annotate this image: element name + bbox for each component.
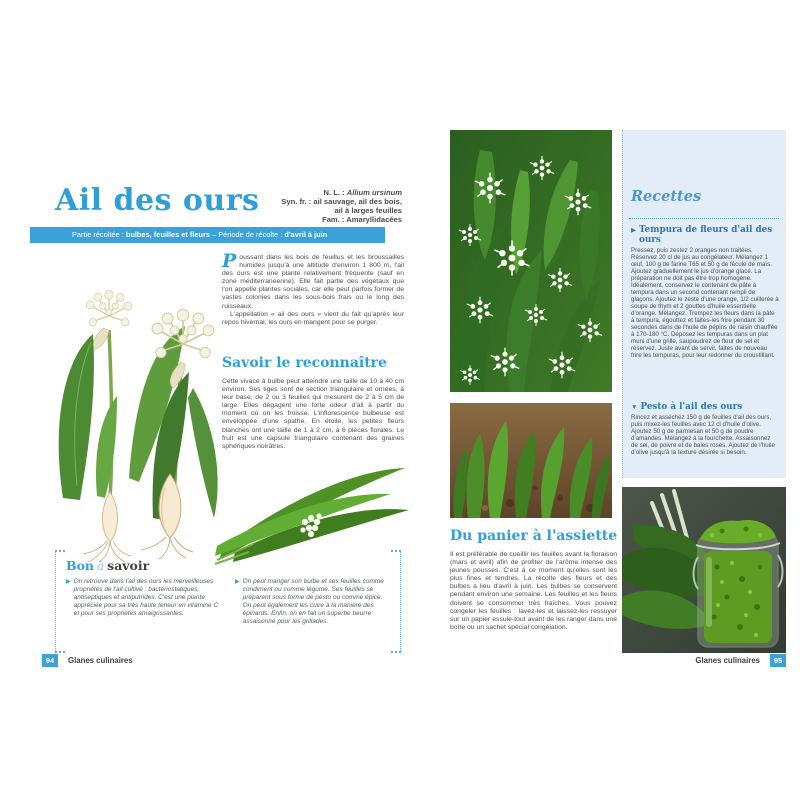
- taxonomy-synonyms: Syn. fr. : ail sauvage, ail des bois,: [281, 197, 402, 206]
- recipe-body: Pressez, puis zestez 2 oranges non traitées. Réservez 20 cl de jus au congélateur. Mélangez 1 œuf, 100 g de farine T65 et 50 g de fécule de maïs. Ajoutez graduellement le jus d'orange glacé. La préparation ne doit pas être trop homogène. Idéalement, conservez le contenant de pâte à tempura dans un second contenant rempli de glaçons. Ajoutez le zeste d'une orange, 1/2 cuillerée à soupe de thym et 2 gouttes d'huile essentielle d'orange. Mélangez. Trempez les fleurs dans la pâte à tempura, égouttez et faites-les frire pendant 30 secondes dans de l'huile de pépins de raisin chauffée à 170-180 °C. Déposez les tempuras dans un plat muni d'une grille, saupoudrez de fleur de sel et réservez. Juste avant de servir, faites de nouveau frire les tempuras, pour leur redonner du croustillant.: [631, 247, 779, 359]
- section-label: Glanes culinaires: [68, 656, 133, 665]
- intro-paragraph-1: Poussant dans les bois de feuillus et les broussailles humides jusqu'à une altitude d'environ 1 800 m, l'ail des ours est une plante relativement fréquente (sauf en zone méditerranéenne). Elle fait partie des végétaux que l'on appelle plantes sociales, car elle peut parfois former de vastes colonies dans les sous-bois frais ou le long des ruisseaux.: [222, 250, 404, 310]
- page-title: Ail des ours: [55, 183, 260, 218]
- recipe-title: Tempura de fleurs d'ail des ours: [639, 225, 773, 245]
- taxonomy-family: Fam. : Amaryllidacées: [322, 215, 402, 224]
- taxonomy-synonyms-2: ail à larges feuilles: [334, 206, 402, 215]
- recipe-body: Rincez et asséchez 150 g de feuilles d'ail des ours, puis mixez-les feuilles avec 12 cl d'huile d'olive. Ajoutez 50 g de parmesan et 50 g de poudre d'amandes. Mélangez à la fourchette. Assaisonnez de sel, de poivre et de baies roses. Ajoutez de l'huile d'olive jusqu'à la texture désirée si besoin.: [631, 414, 775, 456]
- wild-garlic-flowers-photo: [450, 130, 612, 392]
- good-to-know-heading: Bon à savoir: [66, 558, 150, 573]
- pesto-jar-photo: [622, 487, 786, 653]
- triangle-down-bullet-icon: ▼: [631, 404, 638, 411]
- recipe-title-row: [631, 402, 779, 412]
- section-label: Glanes culinaires: [695, 656, 760, 665]
- page-number-badge: 95: [770, 654, 786, 667]
- harvest-banner: Partie récoltée : bulbes, feuilles et fleurs – Période de récolte : d'avril à juin: [30, 227, 385, 243]
- triangle-bullet-icon: ▶: [631, 227, 636, 234]
- triangle-bullet-icon: ▶: [66, 579, 71, 585]
- pantry-body: Il est préférable de cueillir les feuilles avant la floraison (mars et avril) afin de profiter de l'arôme intense des jeunes pousses. C'est à ce moment qu'elles sont les plus fines et tendres. La récolte des fleurs et des bulbes a lieu d'avril à juin. Les bulbes se conservent pendant environ une semaine. Les feuilles et les fleurs doivent se consommer très fraîches. Vous pouvez congeler les feuilles : lavez-les et laissez-les ressuyer sur un papier essuie-tout avant de les ranger dans une boîte ou un sachet spécial congélation.: [450, 551, 617, 631]
- triangle-bullet-icon: ▶: [235, 579, 240, 585]
- recipe-tempura: [631, 225, 779, 359]
- recipe-pesto: [631, 402, 779, 456]
- intro-paragraph-2: L'appellation « ail des ours » vient du fait qu'après leur repos hivernal, les ours en mangent pour se purger.: [222, 310, 404, 326]
- pantry-heading: Du panier à l'assiette: [450, 528, 618, 544]
- recipe-title: Pesto à l'ail des ours: [640, 402, 743, 412]
- right-footer: [640, 654, 786, 667]
- good-to-know-item: ▶ On retrouve dans l'ail des ours les merveilleuses propriétés de l'ail cultivé : bactériostatiques, antiseptiques et antiputrides. C'est une plante appréciée pour sa très haute teneur en vitamine C et pour ses propriétés amaigrissantes.: [66, 578, 221, 625]
- recipes-panel: [622, 130, 786, 478]
- taxonomy-latin-name: N. L. : Allium ursinum: [323, 188, 402, 197]
- good-to-know-item: ▶ On peut manger son bulbe et ses feuilles comme condiment ou comme légume. Ses feuilles se préparent sous forme de pesto ou comme épice. On peut également les cuire à la manière des épinards. Enfin, on en fait un superbe beurre assaisonné pour les grillades.: [235, 578, 384, 625]
- recognize-heading: Savoir le reconnaître: [222, 355, 387, 371]
- recipe-title-row: [631, 225, 779, 245]
- wild-garlic-shoots-photo: [450, 403, 612, 518]
- dotted-separator: [629, 218, 779, 219]
- drop-cap: P: [222, 250, 237, 272]
- recipes-heading: Recettes: [631, 188, 702, 205]
- recognize-body: Cette vivace à bulbe peut atteindre une taille de 10 à 40 cm environ. Ses tiges sont de section triangulaire et ornées, à leur base, de 2 ou 3 feuilles qui mesurent de 2 à 5 cm de large. Elles dégagent une forte odeur d'ail à partir du moment où on les froisse. L'inflorescence bulbeuse est enveloppée d'une spathe. En étoile, les petites fleurs blanches ont une taille de 1 à 2 cm, à 6 pièces florales. Le fruit est une capsule triangulaire contenant des graines sphériques noirâtres.: [222, 378, 404, 450]
- page-number-badge: 94: [42, 654, 58, 667]
